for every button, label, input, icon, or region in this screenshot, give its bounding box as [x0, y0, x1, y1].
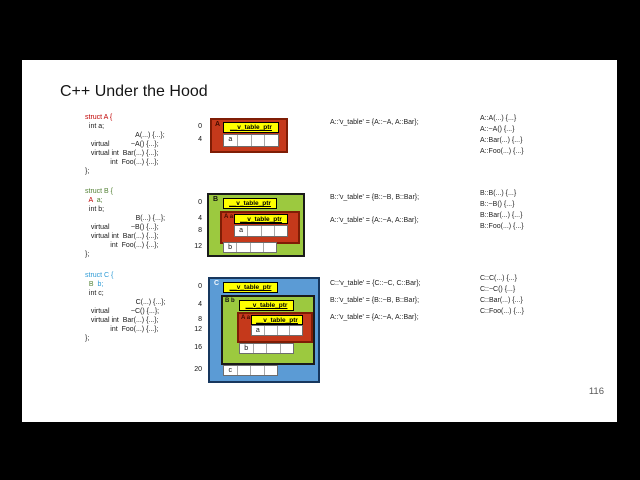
- embedded-a-box: [220, 211, 300, 244]
- code-segment: };: [85, 251, 90, 258]
- code-line: [85, 140, 165, 149]
- vtable-definitions-c: [330, 280, 421, 331]
- code-line: [85, 241, 165, 250]
- vtable-definitions-a: [330, 119, 419, 127]
- function-definitions-b: [480, 190, 524, 234]
- memory-cell: [265, 326, 278, 335]
- vtable-ptr-cell: __v_table_ptr: [223, 198, 277, 209]
- function-definition: B::Foo(...) {...}: [480, 223, 524, 230]
- box-label-c: C: [214, 280, 220, 287]
- offset-label: 4: [198, 215, 202, 222]
- memory-cell: a: [235, 226, 248, 236]
- vtable-definition: A::'v_table' = {A::~A, A::Bar};: [330, 119, 419, 126]
- memory-cell: c: [224, 366, 238, 375]
- memory-cell: [238, 135, 252, 146]
- code-line: [85, 205, 165, 214]
- function-definition: C::Bar(...) {...}: [480, 297, 523, 304]
- offset-label: 8: [198, 227, 202, 234]
- vtable-definition: B::'v_table' = {B::~B, B::Bar};: [330, 194, 420, 201]
- offset-label: 0: [198, 283, 202, 290]
- code-segment: virtual ~A() {...};: [85, 141, 159, 148]
- memory-cell: [265, 366, 278, 375]
- memory-cell: [238, 366, 252, 375]
- memory-cell: [252, 135, 266, 146]
- code-segment: B(...) {...};: [85, 215, 166, 222]
- code-segment: virtual ~C() {...};: [85, 308, 160, 315]
- memory-row: [234, 225, 288, 237]
- code-line: [85, 325, 166, 334]
- code-block-struct-c: [85, 271, 166, 343]
- vtable-definition: A::'v_table' = {A::~A, A::Bar};: [330, 217, 419, 224]
- box-label-b-b: B b: [225, 298, 235, 304]
- code-segment: virtual int Bar(...) {...};: [85, 150, 159, 157]
- offset-label: 8: [198, 316, 202, 323]
- vtable-ptr-cell: __v_table_ptr: [223, 282, 278, 293]
- vtable-ptr-cell: __v_table_ptr: [223, 122, 279, 133]
- function-definition: C::C(...) {...}: [480, 275, 517, 282]
- vtable-definition: B::'v_table' = {B::~B, B::Bar};: [330, 297, 420, 304]
- memory-diagram-b: [207, 193, 305, 257]
- code-line: [85, 167, 165, 176]
- code-line: [85, 334, 166, 343]
- function-definitions-a: [480, 115, 524, 159]
- function-definition: A::Bar(...) {...}: [480, 137, 523, 144]
- vtable-ptr-cell: __v_table_ptr: [234, 214, 288, 224]
- code-line: [85, 271, 166, 280]
- vtable-definitions-b: [330, 194, 419, 240]
- code-segment: b;: [97, 281, 104, 288]
- code-segment: virtual int Bar(...) {...};: [85, 233, 159, 240]
- memory-cell: [290, 326, 302, 335]
- vtable-definition: A::'v_table' = {A::~A, A::Bar};: [330, 314, 419, 321]
- offset-label: 0: [198, 123, 202, 130]
- page-title: C++ Under the Hood: [60, 83, 208, 100]
- memory-cell: [265, 135, 278, 146]
- memory-cell: [267, 344, 281, 353]
- embedded-a-box: [237, 312, 313, 343]
- code-block-struct-a: [85, 113, 165, 176]
- code-line: [85, 187, 165, 196]
- code-segment: int a;: [85, 123, 105, 130]
- memory-cell: [264, 243, 276, 252]
- code-segment: A: [88, 197, 93, 204]
- code-line: [85, 307, 166, 316]
- code-segment: int Foo(...) {...};: [85, 159, 159, 166]
- code-line: [85, 113, 165, 122]
- code-line: [85, 250, 165, 259]
- offset-label: 12: [194, 243, 202, 250]
- memory-cell: [281, 344, 294, 353]
- memory-cell: [254, 344, 268, 353]
- code-segment: };: [85, 168, 90, 175]
- code-line: [85, 316, 166, 325]
- vtable-ptr-cell: __v_table_ptr: [251, 315, 303, 325]
- memory-row: [223, 134, 279, 147]
- page-number: 116: [588, 386, 604, 397]
- memory-cell: a: [252, 326, 265, 335]
- code-line: [85, 280, 166, 289]
- memory-row: [239, 343, 294, 354]
- function-definition: B::B(...) {...}: [480, 190, 517, 197]
- function-definition: A::~A() {...}: [480, 126, 515, 133]
- code-segment: struct B {: [85, 188, 114, 195]
- offset-label: 12: [194, 326, 202, 333]
- code-segment: int b;: [85, 206, 105, 213]
- vtable-ptr-cell: __v_table_ptr: [239, 300, 294, 311]
- function-definition: C::~C() {...}: [480, 286, 516, 293]
- memory-row: [223, 365, 278, 376]
- code-line: [85, 158, 165, 167]
- code-segment: a;: [96, 197, 103, 204]
- code-segment: C(...) {...};: [85, 299, 166, 306]
- function-definition: B::Bar(...) {...}: [480, 212, 523, 219]
- code-segment: struct C {: [85, 272, 114, 279]
- code-segment: int c;: [85, 290, 104, 297]
- function-definition: A::A(...) {...}: [480, 115, 517, 122]
- code-line: [85, 122, 165, 131]
- code-line: [85, 289, 166, 298]
- embedded-b-box: [221, 295, 315, 365]
- box-label-a-a: A a: [241, 315, 251, 321]
- code-line: [85, 149, 165, 158]
- memory-cell: [251, 366, 265, 375]
- code-line: [85, 131, 165, 140]
- function-definition: B::~B() {...}: [480, 201, 515, 208]
- code-segment: };: [85, 335, 90, 342]
- code-line: [85, 214, 165, 223]
- memory-cell: a: [224, 135, 238, 146]
- code-line: [85, 223, 165, 232]
- code-line: [85, 196, 165, 205]
- code-line: [85, 232, 165, 241]
- memory-cell: [278, 326, 291, 335]
- slide: [22, 60, 617, 422]
- function-definition: A::Foo(...) {...}: [480, 148, 524, 155]
- code-block-struct-b: [85, 187, 165, 259]
- memory-cell: b: [224, 243, 237, 252]
- code-segment: A(...) {...};: [85, 132, 165, 139]
- memory-row: [223, 242, 277, 253]
- memory-diagram-a: [210, 118, 288, 153]
- code-line: [85, 298, 166, 307]
- offset-label: 20: [194, 366, 202, 373]
- offset-label: 4: [198, 301, 202, 308]
- offset-label: 4: [198, 136, 202, 143]
- memory-diagram-c: [208, 277, 320, 383]
- memory-cell: [251, 243, 264, 252]
- memory-cell: [262, 226, 275, 236]
- function-definition: C::Foo(...) {...}: [480, 308, 524, 315]
- box-label-a-a: A a: [224, 214, 234, 220]
- code-segment: B: [88, 281, 94, 288]
- memory-cell: b: [240, 344, 254, 353]
- code-segment: struct A {: [85, 114, 113, 121]
- vtable-definition: C::'v_table' = {C::~C, C::Bar};: [330, 280, 421, 287]
- code-segment: virtual ~B() {...};: [85, 224, 159, 231]
- code-segment: virtual int Bar(...) {...};: [85, 317, 159, 324]
- function-definitions-c: [480, 275, 524, 319]
- box-label-b: B: [213, 196, 219, 203]
- offset-label: 0: [198, 199, 202, 206]
- offset-label: 16: [194, 344, 202, 351]
- code-segment: int Foo(...) {...};: [85, 242, 159, 249]
- memory-cell: [275, 226, 287, 236]
- memory-row: [251, 325, 303, 336]
- code-segment: int Foo(...) {...};: [85, 326, 159, 333]
- box-label-a: A: [215, 121, 221, 128]
- memory-cell: [237, 243, 250, 252]
- memory-cell: [248, 226, 261, 236]
